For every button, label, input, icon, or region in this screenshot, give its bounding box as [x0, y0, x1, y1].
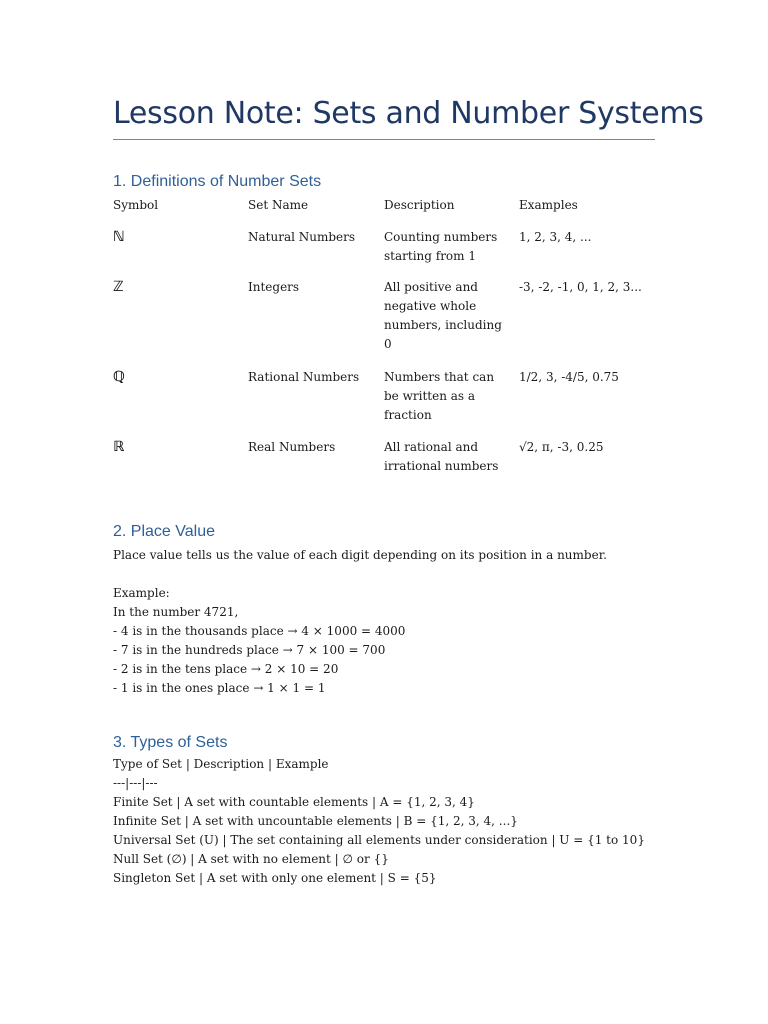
types-of-sets-text: [113, 755, 645, 888]
header-examples: Examples: [519, 198, 578, 212]
title-underline: [113, 139, 655, 140]
section-heading-types-of-sets: 3. Types of Sets: [113, 734, 228, 751]
set-description: All rational and irrational numbers: [384, 440, 499, 473]
place-value-line: - 4 is in the thousands place → 4 × 1000 = 4000: [113, 624, 406, 638]
table-row: [113, 228, 655, 278]
place-value-intro: Place value tells us the value of each digit depending on its position in a number.: [113, 548, 607, 562]
set-description: Counting numbers starting from 1: [384, 230, 498, 263]
document-title: Lesson Note: Sets and Number Systems: [113, 96, 704, 131]
set-examples: -3, -2, -1, 0, 1, 2, 3...: [519, 280, 642, 294]
section-heading-number-sets: 1. Definitions of Number Sets: [113, 173, 322, 190]
section-heading-place-value: 2. Place Value: [113, 523, 215, 540]
set-name: Real Numbers: [248, 440, 336, 454]
example-label: Example:: [113, 586, 170, 600]
types-line: Type of Set | Description | Example: [113, 757, 329, 771]
set-examples: 1, 2, 3, 4, ...: [519, 230, 592, 244]
set-name: Natural Numbers: [248, 230, 356, 244]
example-number: In the number 4721,: [113, 605, 239, 619]
set-description: Numbers that can be written as a fraction: [384, 370, 495, 422]
table-row: [113, 438, 655, 488]
types-line: ---|---|---: [113, 776, 158, 790]
table-row: [113, 278, 655, 368]
set-examples: √2, π, -3, 0.25: [519, 440, 604, 454]
types-line: Infinite Set | A set with uncountable elements | B = {1, 2, 3, 4, ...}: [113, 814, 518, 828]
set-symbol: ℕ: [113, 229, 125, 245]
types-line: Finite Set | A set with countable elements | A = {1, 2, 3, 4}: [113, 795, 475, 809]
place-value-line: - 1 is in the ones place → 1 × 1 = 1: [113, 681, 326, 695]
place-value-line: - 7 is in the hundreds place → 7 × 100 = 700: [113, 643, 386, 657]
set-name: Integers: [248, 280, 300, 294]
header-symbol: Symbol: [113, 198, 159, 212]
set-symbol: ℚ: [113, 369, 125, 385]
number-sets-table: [113, 196, 655, 488]
header-description: Description: [384, 198, 455, 212]
types-line: Singleton Set | A set with only one element | S = {5}: [113, 871, 437, 885]
table-header-row: [113, 196, 655, 228]
set-examples: 1/2, 3, -4/5, 0.75: [519, 370, 619, 384]
set-symbol: ℝ: [113, 439, 125, 455]
place-value-line: - 2 is in the tens place → 2 × 10 = 20: [113, 662, 339, 676]
set-description: All positive and negative whole numbers, including 0: [384, 280, 502, 351]
table-row: [113, 368, 655, 438]
header-set-name: Set Name: [248, 198, 309, 212]
types-line: Universal Set (U) | The set containing all elements under consideration | U = {1 to 10}: [113, 833, 645, 847]
place-value-example: [113, 584, 405, 698]
set-name: Rational Numbers: [248, 370, 360, 384]
set-symbol: ℤ: [113, 279, 124, 295]
types-line: Null Set (∅) | A set with no element | ∅ or {}: [113, 852, 389, 866]
